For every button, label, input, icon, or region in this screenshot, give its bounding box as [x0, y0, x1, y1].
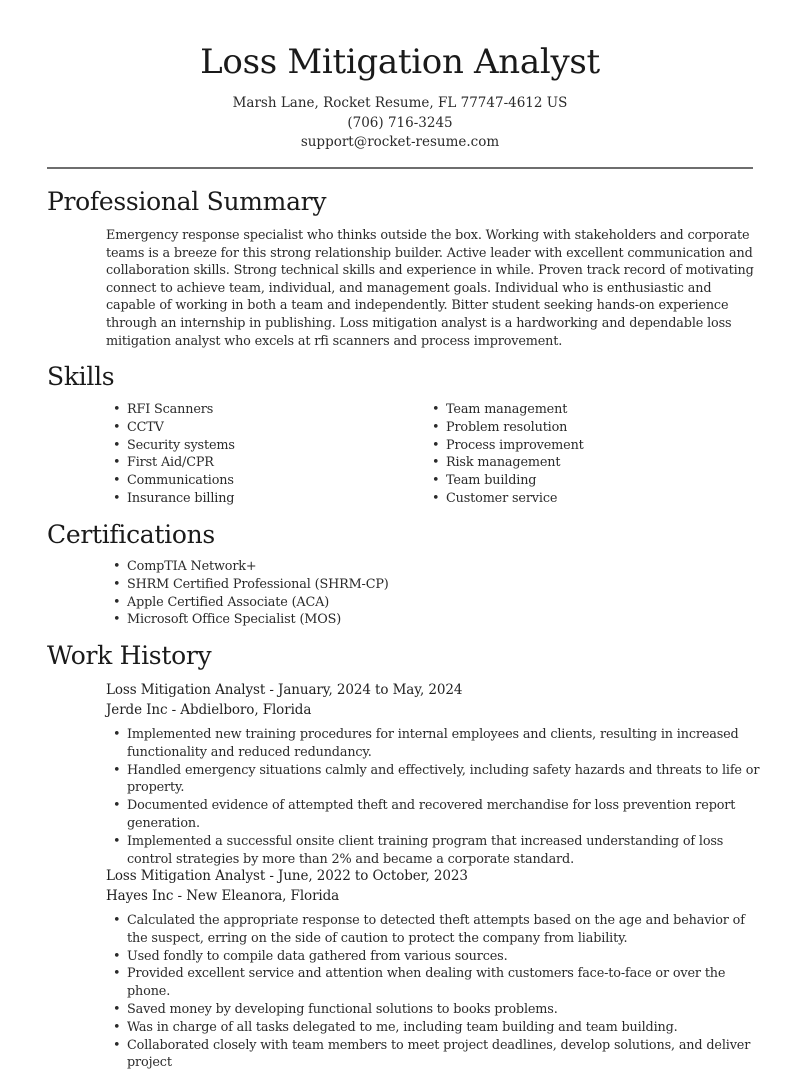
certification-item: • SHRM Certified Professional (SHRM-CP) [106, 576, 706, 594]
job-bullet: • Documented evidence of attempted theft and recovered merchandise for loss prevention report generation. [106, 797, 766, 833]
summary-text: Emergency response specialist who thinks outside the box. Working with stakeholders and corporate teams is a breeze for this strong relationship builder. Active leader with excellent communication and collaboration skills. Strong technical skills and experience in while. Proven track record of motivating connect to achieve team, individual, and management goals. Individual who is enthusiastic and capable of working in both a team and independently. Bitter student seeking hands-on experience through an internship in publishing. Loss mitigation analyst is a hardworking and dependable loss mitigation analyst who excels at rfi scanners and process improvement. [106, 228, 754, 349]
skill-item: • Team management [425, 401, 725, 419]
certification-item: • CompTIA Network+ [106, 558, 706, 576]
candidate-name: Loss Mitigation Analyst [200, 42, 600, 82]
skills-heading: Skills [47, 362, 115, 391]
job-bullet: • Calculated the appropriate response to detected theft attempts based on the age and behavior of the suspect, erring on the side of caution to protect the company from liability. [106, 912, 766, 948]
address: Marsh Lane, Rocket Resume, FL 77747-4612 US [232, 95, 568, 111]
phone: (706) 716-3245 [347, 114, 453, 131]
job-bullet: • Was in charge of all tasks delegated to me, including team building and team building. [106, 1019, 766, 1037]
skill-item: • Team building [425, 472, 725, 490]
job-company-line: Jerde Inc - Abdielboro, Florida [106, 702, 312, 718]
job-company-line: Hayes Inc - New Eleanora, Florida [106, 888, 340, 904]
certification-item: • Microsoft Office Specialist (MOS) [106, 611, 706, 629]
skill-item: • Security systems [106, 437, 406, 455]
skills-list-left [106, 401, 406, 508]
skill-item: • Insurance billing [106, 490, 406, 508]
skills-list-right [425, 401, 725, 508]
header-divider [47, 167, 753, 169]
job-bullets [106, 726, 766, 868]
certifications-heading: Certifications [47, 520, 215, 549]
job-bullet: • Handled emergency situations calmly and effectively, including safety hazards and threats to life or property. [106, 762, 766, 798]
summary-heading: Professional Summary [47, 187, 327, 216]
job-bullet: • Collaborated closely with team members to meet project deadlines, develop solutions, and deliver project [106, 1037, 766, 1072]
email: support@rocket-resume.com [300, 134, 500, 150]
job-bullet: • Saved money by developing functional solutions to books problems. [106, 1001, 766, 1019]
skill-item: • First Aid/CPR [106, 454, 406, 472]
contact-info [0, 94, 800, 153]
skill-item: • Process improvement [425, 437, 725, 455]
skill-item: • CCTV [106, 419, 406, 437]
certification-item: • Apple Certified Associate (ACA) [106, 594, 706, 612]
job-bullets [106, 912, 766, 1072]
work-history-heading: Work History [47, 641, 212, 670]
skill-item: • RFI Scanners [106, 401, 406, 419]
skill-item: • Customer service [425, 490, 725, 508]
job-bullet: • Provided excellent service and attention when dealing with customers face-to-face or over the phone. [106, 965, 766, 1001]
job-bullet: • Implemented new training procedures for internal employees and clients, resulting in increased functionality and reduced redundancy. [106, 726, 766, 762]
job-title-line: Loss Mitigation Analyst - January, 2024 to May, 2024 [106, 682, 463, 698]
skill-item: • Communications [106, 472, 406, 490]
job-bullet: • Implemented a successful onsite client training program that increased understanding of loss control strategies by more than 2% and became a corporate standard. [106, 833, 766, 869]
job-title-line: Loss Mitigation Analyst - June, 2022 to October, 2023 [106, 868, 468, 884]
skill-item: • Problem resolution [425, 419, 725, 437]
certifications-list [106, 558, 706, 629]
skill-item: • Risk management [425, 454, 725, 472]
job-bullet: • Used fondly to compile data gathered from various sources. [106, 948, 766, 966]
